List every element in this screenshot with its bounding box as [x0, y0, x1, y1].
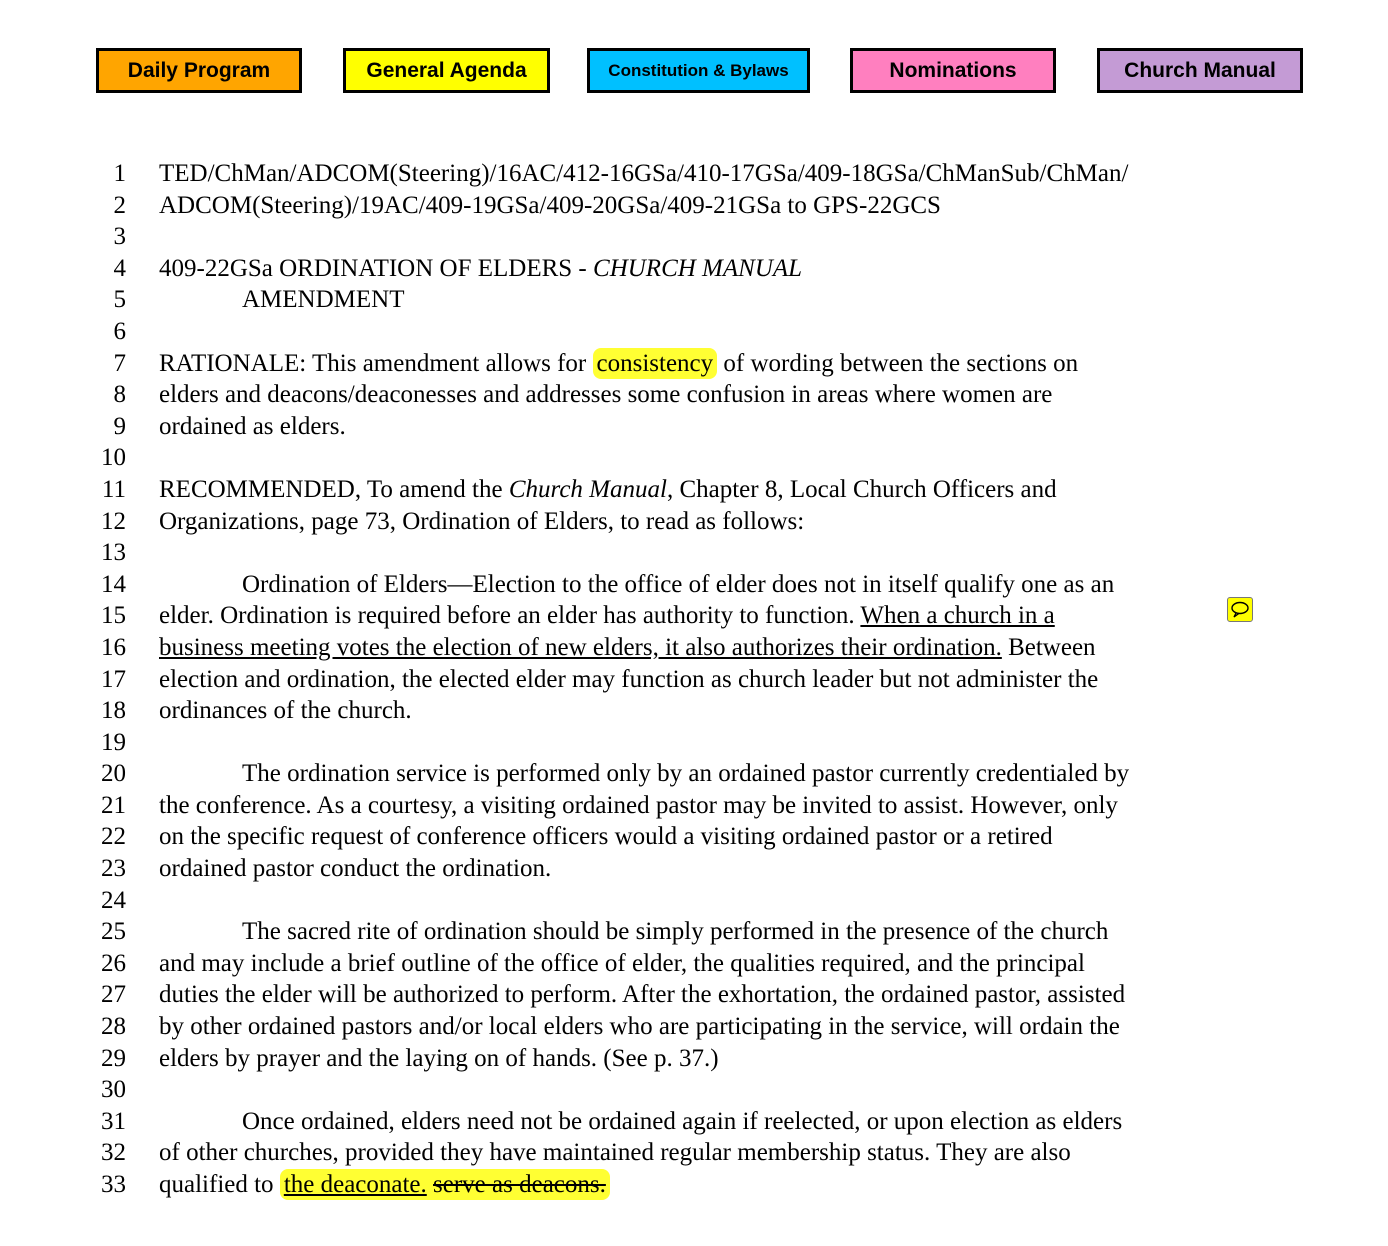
line-18	[0, 695, 1388, 727]
line-text: ordained pastor conduct the ordination.	[159, 855, 552, 883]
line-7	[0, 348, 1388, 380]
line-33	[0, 1169, 1388, 1201]
line-number: 18	[101, 697, 126, 725]
line-25	[0, 916, 1388, 948]
line-23	[0, 853, 1388, 885]
line-14	[0, 569, 1388, 601]
line-19	[0, 727, 1388, 759]
inserted-text: the deaconate.	[283, 1171, 427, 1198]
line-1	[0, 158, 1388, 190]
line-number: 11	[101, 475, 126, 503]
line-text: election and ordination, the elected elder may function as church leader but not administer the	[159, 665, 1099, 693]
line-number: 10	[101, 444, 126, 472]
highlight-consistency[interactable]: consistency	[593, 348, 718, 379]
line-number: 27	[101, 981, 126, 1009]
line-text: qualified to the deaconate. serve as deacons.	[159, 1169, 610, 1201]
line-number: 29	[101, 1044, 126, 1072]
line-text: on the specific request of conference officers would a visiting ordained pastor or a retired	[159, 823, 1053, 851]
line-number: 30	[101, 1076, 126, 1104]
inserted-text: When a church in a	[860, 602, 1055, 630]
line-5	[0, 284, 1388, 316]
line-text: and may include a brief outline of the office of elder, the qualities required, and the principal	[159, 949, 1085, 977]
line-9	[0, 411, 1388, 443]
line-24	[0, 885, 1388, 917]
line-text: Organizations, page 73, Ordination of Elders, to read as follows:	[159, 507, 805, 535]
line-number: 21	[101, 791, 126, 819]
line-text: elders by prayer and the laying on of hands. (See p. 37.)	[159, 1044, 719, 1072]
line-number: 28	[101, 1013, 126, 1041]
constitution-bylaws-button[interactable]: Constitution & Bylaws	[587, 48, 810, 93]
line-11	[0, 474, 1388, 506]
line-17	[0, 664, 1388, 696]
line-number: 12	[101, 507, 126, 535]
line-number: 26	[101, 949, 126, 977]
line-27	[0, 979, 1388, 1011]
line-number: 24	[101, 886, 126, 914]
line-number: 9	[113, 412, 126, 440]
inserted-text: business meeting votes the election of new elders, it also authorizes their ordination.	[159, 633, 1002, 661]
line-number: 1	[113, 160, 126, 187]
line-15	[0, 600, 1388, 632]
line-2	[0, 190, 1388, 222]
nominations-button[interactable]: Nominations	[850, 48, 1056, 93]
item-title: 409-22GSa ORDINATION OF ELDERS - CHURCH MANUAL	[159, 254, 803, 282]
line-text: AMENDMENT	[242, 286, 405, 314]
line-number: 16	[101, 633, 126, 661]
line-16	[0, 632, 1388, 664]
daily-program-button[interactable]: Daily Program	[96, 48, 302, 93]
line-text: ordinances of the church.	[159, 697, 412, 725]
line-28	[0, 1011, 1388, 1043]
line-10	[0, 442, 1388, 474]
line-6	[0, 316, 1388, 348]
line-text: elder. Ordination is required before an elder has authority to function. When a church in a	[159, 602, 1055, 630]
line-number: 15	[101, 602, 126, 630]
rationale-text: RATIONALE: This amendment allows for consistency of wording between the sections on	[159, 349, 1079, 377]
line-text: The ordination service is performed only by an ordained pastor currently credentialed by	[242, 760, 1130, 788]
line-text: The sacred rite of ordination should be simply performed in the presence of the church	[242, 918, 1109, 946]
line-text: TED/ChMan/ADCOM(Steering)/16AC/412-16GSa/410-17GSa/409-18GSa/ChManSub/ChMan/	[159, 160, 1129, 187]
line-number: 33	[101, 1171, 126, 1198]
line-text: duties the elder will be authorized to perform. After the exhortation, the ordained pastor, assisted	[159, 981, 1126, 1009]
line-20	[0, 758, 1388, 790]
line-number: 5	[113, 286, 126, 314]
line-22	[0, 821, 1388, 853]
highlight-amendment[interactable]	[280, 1169, 610, 1200]
line-number: 2	[113, 191, 126, 219]
line-text: Once ordained, elders need not be ordained again if reelected, or upon election as elders	[242, 1107, 1123, 1135]
line-text: by other ordained pastors and/or local elders who are participating in the service, will ordain the	[159, 1013, 1120, 1041]
line-text: ordained as elders.	[159, 412, 346, 440]
line-4	[0, 253, 1388, 285]
line-13	[0, 537, 1388, 569]
document-body	[0, 158, 1388, 1201]
line-text: elders and deacons/deaconesses and addresses some confusion in areas where women are	[159, 381, 1053, 409]
recommended-text: RECOMMENDED, To amend the Church Manual, Chapter 8, Local Church Officers and	[159, 475, 1057, 503]
line-8	[0, 379, 1388, 411]
line-text: of other churches, provided they have maintained regular membership status. They are also	[159, 1139, 1071, 1167]
line-number: 8	[113, 381, 126, 409]
line-text: the conference. As a courtesy, a visiting ordained pastor may be invited to assist. However, only	[159, 791, 1118, 819]
line-21	[0, 790, 1388, 822]
church-manual-button[interactable]: Church Manual	[1097, 48, 1303, 93]
general-agenda-button[interactable]: General Agenda	[343, 48, 550, 93]
line-32	[0, 1137, 1388, 1169]
line-number: 19	[101, 728, 126, 756]
line-number: 32	[101, 1139, 126, 1167]
line-26	[0, 948, 1388, 980]
line-number: 20	[101, 760, 126, 788]
line-number: 23	[101, 855, 126, 883]
line-text: Ordination of Elders—Election to the office of elder does not in itself qualify one as an	[242, 570, 1115, 598]
line-30	[0, 1074, 1388, 1106]
line-number: 3	[113, 223, 126, 251]
line-number: 31	[101, 1107, 126, 1135]
line-number: 14	[101, 570, 126, 598]
line-3	[0, 221, 1388, 253]
line-number: 22	[101, 823, 126, 851]
line-number: 7	[113, 349, 126, 377]
line-number: 13	[101, 539, 126, 567]
line-31	[0, 1106, 1388, 1138]
line-number: 6	[113, 317, 126, 345]
line-number: 25	[101, 918, 126, 946]
line-number: 17	[101, 665, 126, 693]
line-29	[0, 1043, 1388, 1075]
line-text: business meeting votes the election of new elders, it also authorizes their ordination. Between	[159, 633, 1096, 661]
line-12	[0, 506, 1388, 538]
deleted-text: serve as deacons.	[433, 1171, 606, 1198]
line-text: ADCOM(Steering)/19AC/409-19GSa/409-20GSa/409-21GSa to GPS-22GCS	[159, 191, 941, 219]
line-number: 4	[113, 254, 126, 282]
